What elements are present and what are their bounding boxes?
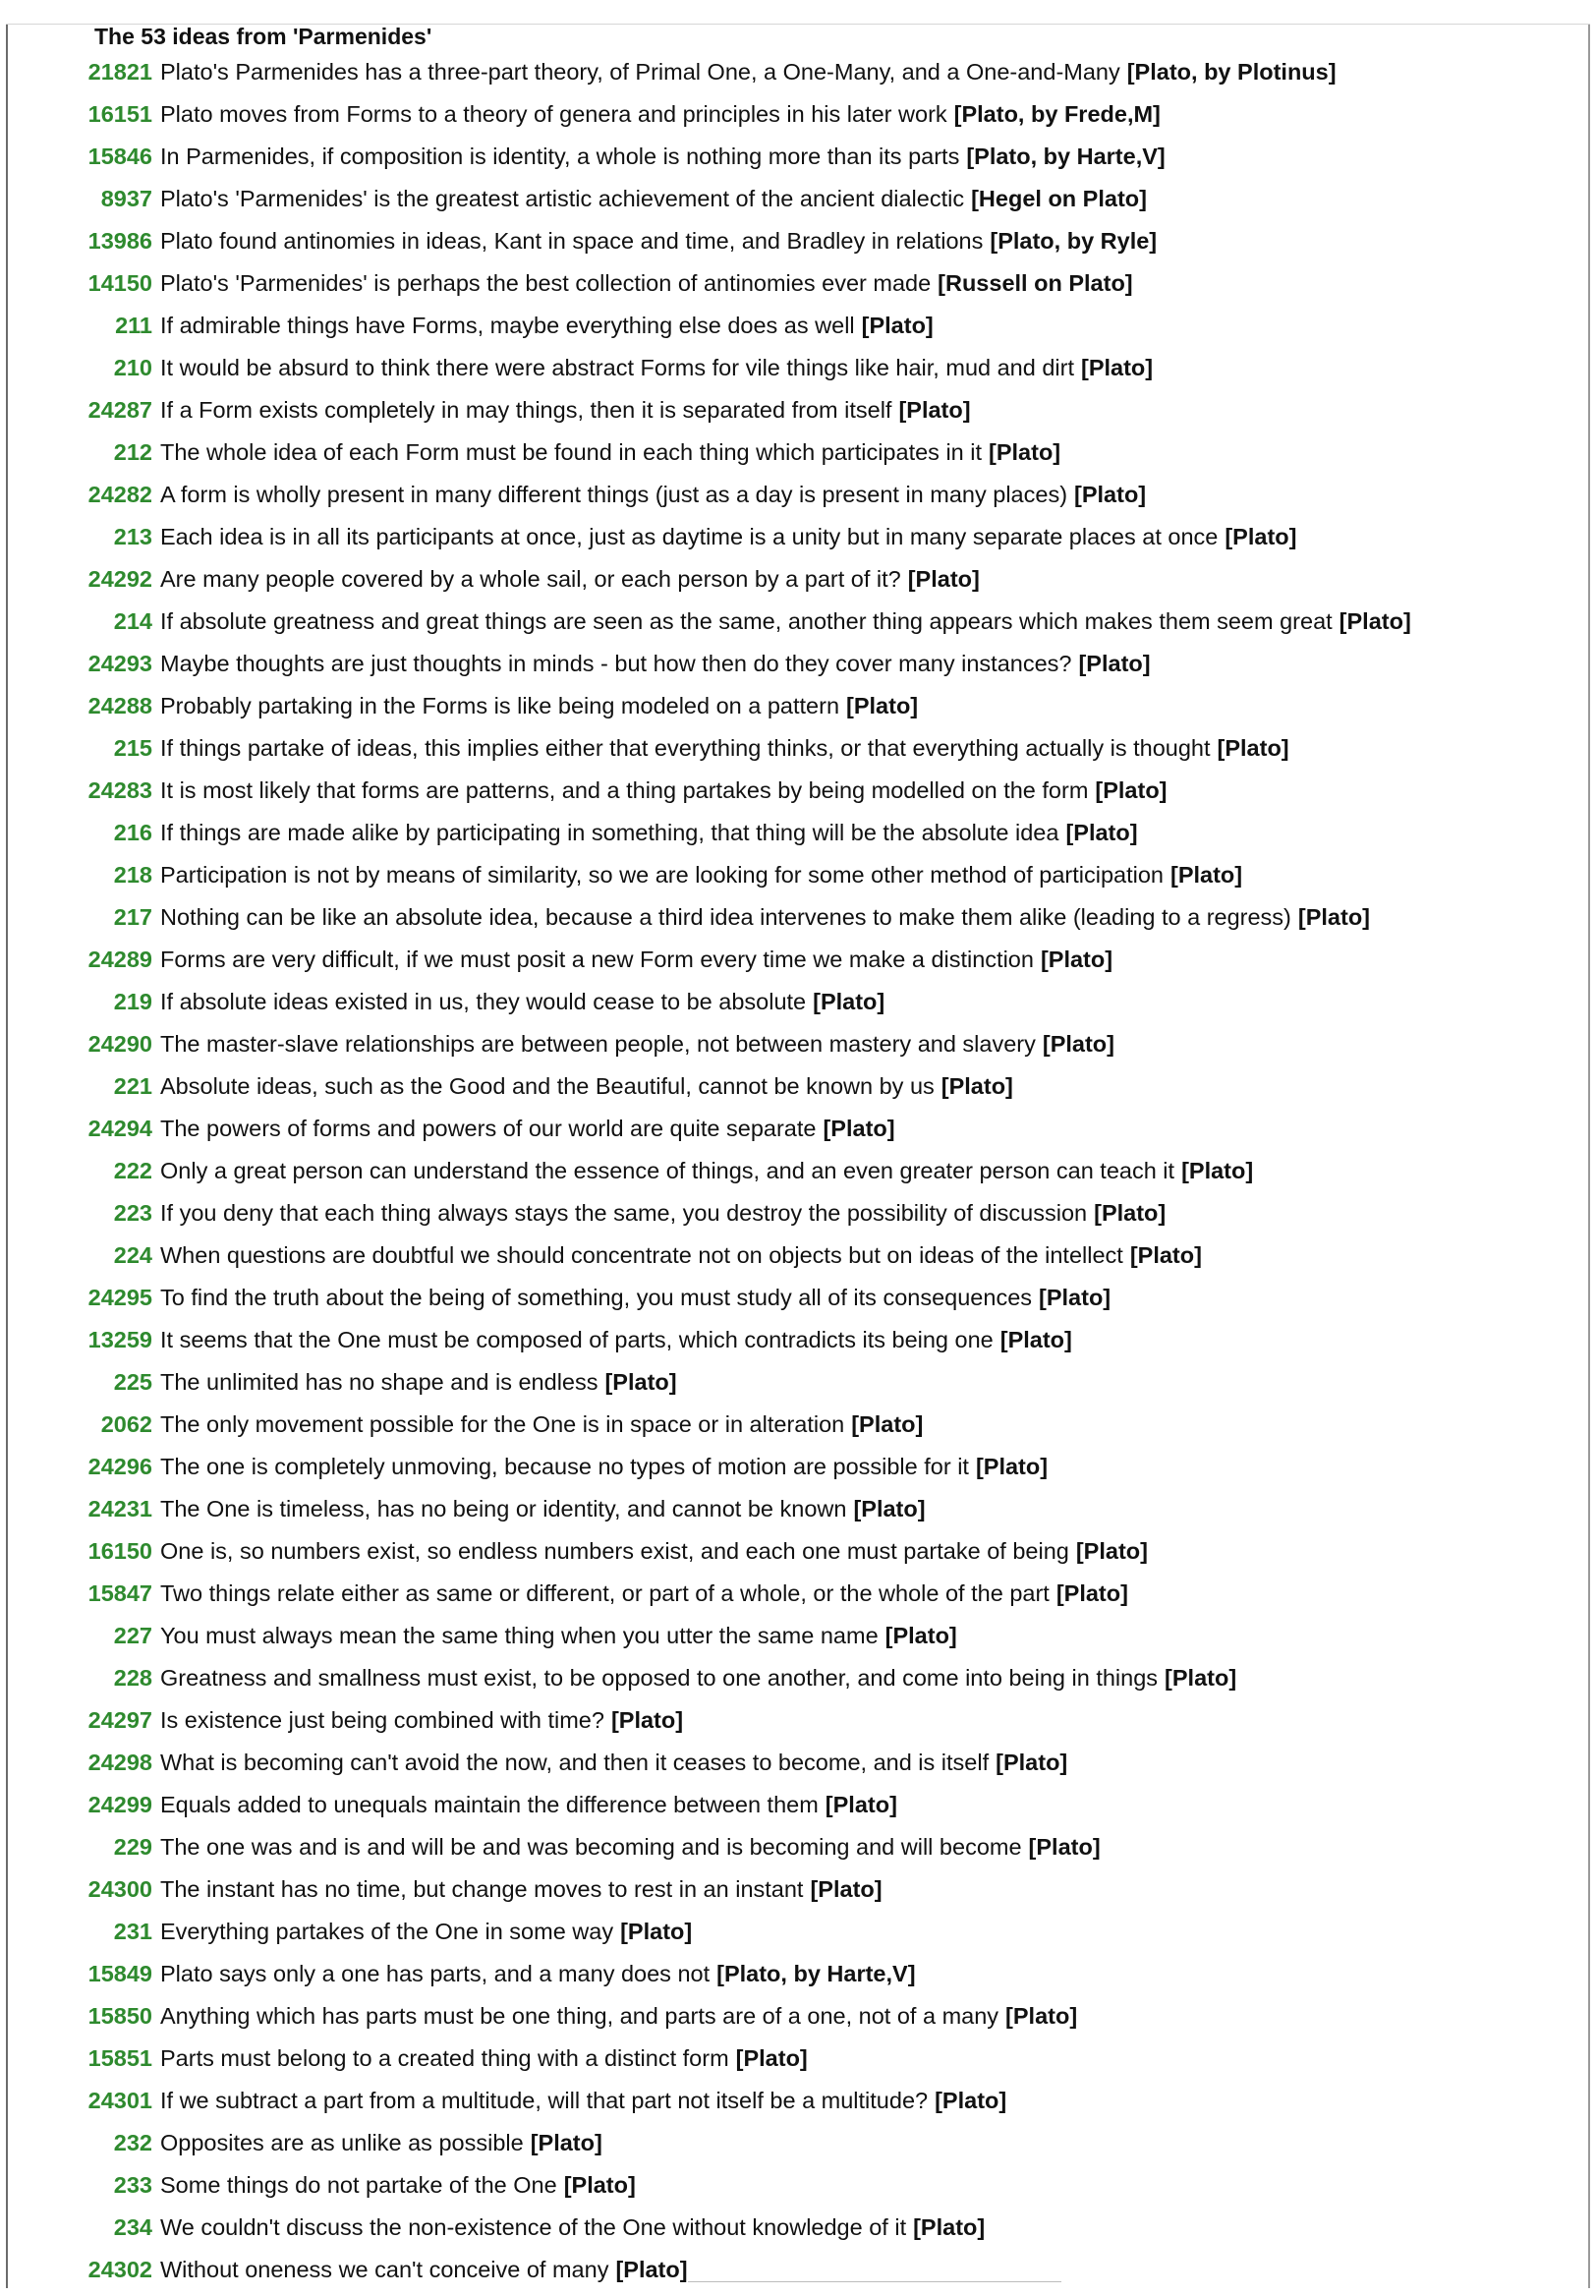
idea-row — [0, 901, 1584, 944]
idea-text: Anything which has parts must be one thing, and parts are of a one, not of a many — [160, 2003, 999, 2029]
idea-text: Everything partakes of the One in some way — [160, 1919, 614, 1944]
idea-text: A form is wholly present in many different things (just as a day is present in many places) — [160, 482, 1068, 507]
idea-id-link[interactable]: 24296 — [87, 1454, 152, 1479]
idea-row — [0, 563, 1584, 605]
idea-row — [0, 98, 1584, 141]
idea-text: Absolute ideas, such as the Good and the Beautiful, cannot be known by us — [160, 1073, 935, 1099]
idea-id-link[interactable]: 14150 — [87, 270, 152, 296]
idea-source: [Plato] — [975, 1454, 1049, 1479]
idea-source: [Russell on Plato] — [938, 270, 1133, 296]
idea-id-link[interactable]: 214 — [113, 608, 152, 634]
idea-id-link[interactable]: 229 — [113, 1834, 152, 1860]
idea-text: Plato moves from Forms to a theory of genera and principles in his later work — [160, 101, 947, 127]
idea-text: The master-slave relationships are between people, not between mastery and slavery — [160, 1031, 1036, 1057]
idea-row — [0, 944, 1584, 986]
idea-source: [Plato] — [1094, 1200, 1167, 1226]
idea-source: [Plato] — [1005, 2003, 1078, 2029]
idea-row — [0, 56, 1584, 98]
idea-id-link[interactable]: 234 — [113, 2214, 152, 2240]
idea-row — [0, 394, 1584, 436]
idea-text: Only a great person can understand the essence of things, and an even greater person can teach it — [160, 1158, 1175, 1183]
idea-id-link[interactable]: 24288 — [87, 693, 152, 718]
idea-text: The one was and is and will be and was becoming and is becoming and will become — [160, 1834, 1022, 1860]
idea-text: Parts must belong to a created thing with a distinct form — [160, 2045, 729, 2071]
idea-source: [Plato] — [735, 2045, 808, 2071]
idea-text: If absolute greatness and great things are seen as the same, another thing appears which makes them seem great — [160, 608, 1333, 634]
idea-row — [0, 605, 1584, 648]
idea-source: [Plato] — [1074, 482, 1147, 507]
idea-id-link[interactable]: 211 — [115, 313, 152, 338]
idea-source: [Plato] — [1039, 1285, 1112, 1310]
idea-source: [Plato] — [996, 1750, 1068, 1775]
idea-text: When questions are doubtful we should concentrate not on objects but on ideas of the intellect — [160, 1242, 1123, 1268]
idea-row — [0, 310, 1584, 352]
idea-row — [0, 2085, 1584, 2127]
idea-source: [Hegel on Plato] — [971, 186, 1147, 211]
idea-id-link[interactable]: 24293 — [87, 651, 152, 676]
idea-text: It would be absurd to think there were abstract Forms for vile things like hair, mud and dirt — [160, 355, 1074, 380]
idea-text: You must always mean the same thing when you utter the same name — [160, 1623, 879, 1648]
idea-list — [0, 56, 1584, 2296]
idea-row — [0, 1578, 1584, 1620]
idea-text: The only movement possible for the One is in space or in alteration — [160, 1411, 845, 1437]
idea-source: [Plato] — [853, 1496, 926, 1521]
idea-row — [0, 352, 1584, 394]
idea-text: The unlimited has no shape and is endless — [160, 1369, 598, 1395]
idea-text: Forms are very difficult, if we must posit a new Form every time we make a distinction — [160, 947, 1034, 972]
idea-source: [Plato] — [1042, 1031, 1114, 1057]
idea-source: [Plato] — [813, 989, 885, 1014]
idea-source: [Plato] — [1217, 735, 1289, 761]
idea-source: [Plato] — [1297, 904, 1370, 930]
idea-text: We couldn't discuss the non-existence of the One without knowledge of it — [160, 2214, 907, 2240]
idea-row — [0, 1239, 1584, 1282]
idea-row — [0, 1620, 1584, 1662]
idea-text: The One is timeless, has no being or identity, and cannot be known — [160, 1496, 847, 1521]
idea-source: [Plato] — [1181, 1158, 1254, 1183]
idea-text: Plato's 'Parmenides' is the greatest artistic achievement of the ancient dialectic — [160, 186, 965, 211]
idea-id-link[interactable]: 2062 — [100, 1411, 152, 1437]
idea-id-link[interactable]: 227 — [113, 1623, 152, 1648]
idea-source: [Plato] — [913, 2214, 986, 2240]
idea-id-link[interactable]: 233 — [113, 2172, 152, 2198]
idea-row — [0, 2169, 1584, 2211]
idea-text: Opposites are as unlike as possible — [160, 2130, 524, 2155]
idea-source: [Plato] — [1129, 1242, 1202, 1268]
idea-row — [0, 1070, 1584, 1113]
idea-row — [0, 1282, 1584, 1324]
idea-source: [Plato, by Ryle] — [990, 228, 1158, 254]
idea-source: [Plato, by Frede,M] — [953, 101, 1161, 127]
idea-row — [0, 1916, 1584, 1958]
idea-row — [0, 2127, 1584, 2169]
idea-row — [0, 479, 1584, 521]
idea-row — [0, 1493, 1584, 1535]
idea-source: [Plato] — [530, 2130, 602, 2155]
idea-source: [Plato] — [1095, 777, 1168, 803]
idea-text: Maybe thoughts are just thoughts in minds - but how then do they cover many instances? — [160, 651, 1072, 676]
idea-source: [Plato] — [825, 1792, 897, 1817]
idea-row — [0, 2042, 1584, 2085]
idea-id-link[interactable]: 21821 — [87, 59, 152, 85]
idea-text: If admirable things have Forms, maybe everything else does as well — [160, 313, 855, 338]
idea-text: If absolute ideas existed in us, they would cease to be absolute — [160, 989, 807, 1014]
idea-id-link[interactable]: 213 — [113, 524, 152, 549]
idea-text: If a Form exists completely in may things, then it is separated from itself — [160, 397, 892, 423]
idea-text: It is most likely that forms are patterns, and a thing partakes by being modelled on the form — [160, 777, 1089, 803]
idea-row — [0, 1747, 1584, 1789]
idea-text: One is, so numbers exist, so endless numbers exist, and each one must partake of being — [160, 1538, 1069, 1564]
idea-id-link[interactable]: 222 — [113, 1158, 152, 1183]
idea-text: Greatness and smallness must exist, to be opposed to one another, and come into being in things — [160, 1665, 1159, 1691]
idea-text: If you deny that each thing always stays the same, you destroy the possibility of discussion — [160, 1200, 1088, 1226]
idea-source: [Plato] — [907, 566, 980, 592]
idea-row — [0, 859, 1584, 901]
idea-text: The one is completely unmoving, because no types of motion are possible for it — [160, 1454, 969, 1479]
idea-id-link[interactable]: 221 — [113, 1073, 152, 1099]
idea-text: In Parmenides, if composition is identity, a whole is nothing more than its parts — [160, 144, 960, 169]
idea-id-link[interactable]: 16151 — [87, 101, 152, 127]
idea-id-link[interactable]: 232 — [113, 2130, 152, 2155]
idea-row — [0, 1113, 1584, 1155]
idea-source: [Plato] — [846, 693, 919, 718]
page-title: The 53 ideas from 'Parmenides' — [94, 24, 432, 49]
idea-row — [0, 1451, 1584, 1493]
idea-source: [Plato] — [999, 1327, 1072, 1352]
idea-text: Are many people covered by a whole sail, or each person by a part of it? — [160, 566, 901, 592]
idea-source: [Plato] — [1170, 862, 1243, 888]
idea-id-link[interactable]: 24300 — [87, 1876, 152, 1902]
idea-id-link[interactable]: 24283 — [87, 777, 152, 803]
idea-id-link[interactable]: 24298 — [87, 1750, 152, 1775]
idea-row — [0, 690, 1584, 732]
idea-text: If things partake of ideas, this implies either that everything thinks, or that everything actually is thought — [160, 735, 1211, 761]
idea-id-link[interactable]: 223 — [113, 1200, 152, 1226]
idea-row — [0, 225, 1584, 267]
idea-row — [0, 986, 1584, 1028]
idea-row — [0, 2254, 1584, 2296]
idea-row — [0, 1662, 1584, 1704]
idea-source: [Plato] — [1081, 355, 1154, 380]
idea-row — [0, 775, 1584, 817]
idea-id-link[interactable]: 15847 — [87, 1580, 152, 1606]
idea-id-link[interactable]: 24302 — [87, 2257, 152, 2282]
idea-row — [0, 267, 1584, 310]
idea-row — [0, 1408, 1584, 1451]
idea-row — [0, 2211, 1584, 2254]
idea-source: [Plato] — [620, 1919, 693, 1944]
idea-id-link[interactable]: 24294 — [87, 1116, 152, 1141]
idea-row — [0, 436, 1584, 479]
idea-id-link[interactable]: 15851 — [87, 2045, 152, 2071]
idea-id-link[interactable]: 24282 — [87, 482, 152, 507]
idea-id-link[interactable]: 15846 — [87, 144, 152, 169]
idea-row — [0, 141, 1584, 183]
idea-text: Equals added to unequals maintain the difference between them — [160, 1792, 819, 1817]
idea-source: [Plato] — [563, 2172, 636, 2198]
idea-text: It seems that the One must be composed of parts, which contradicts its being one — [160, 1327, 994, 1352]
idea-row — [0, 1831, 1584, 1873]
idea-text: Plato's Parmenides has a three-part theory, of Primal One, a One-Many, and a One-and-Many — [160, 59, 1120, 85]
idea-row — [0, 1197, 1584, 1239]
idea-id-link[interactable]: 231 — [113, 1919, 152, 1944]
idea-source: [Plato] — [604, 1369, 677, 1395]
idea-source: [Plato, by Plotinus] — [1126, 59, 1337, 85]
idea-id-link[interactable]: 15850 — [87, 2003, 152, 2029]
idea-source: [Plato, by Harte,V] — [716, 1961, 916, 1986]
idea-row — [0, 1028, 1584, 1070]
idea-text: The whole idea of each Form must be found in each thing which participates in it — [160, 439, 983, 465]
idea-id-link[interactable]: 219 — [113, 989, 152, 1014]
idea-text: Plato's 'Parmenides' is perhaps the best collection of antinomies ever made — [160, 270, 932, 296]
idea-source: [Plato] — [940, 1073, 1013, 1099]
idea-id-link[interactable]: 8937 — [100, 186, 152, 211]
idea-source: [Plato] — [615, 2257, 688, 2282]
idea-text: Is existence just being combined with time? — [160, 1707, 604, 1733]
idea-row — [0, 1873, 1584, 1916]
idea-id-link[interactable]: 225 — [113, 1369, 152, 1395]
idea-row — [0, 521, 1584, 563]
idea-text: Some things do not partake of the One — [160, 2172, 557, 2198]
idea-source: [Plato] — [823, 1116, 895, 1141]
idea-text: The powers of forms and powers of our world are quite separate — [160, 1116, 817, 1141]
idea-id-link[interactable]: 24289 — [87, 947, 152, 972]
idea-row — [0, 1789, 1584, 1831]
idea-row — [0, 1535, 1584, 1578]
idea-text: What is becoming can't avoid the now, and then it ceases to become, and is itself — [160, 1750, 990, 1775]
idea-source: [Plato] — [1040, 947, 1113, 972]
idea-source: [Plato] — [861, 313, 934, 338]
idea-id-link[interactable]: 24287 — [87, 397, 152, 423]
idea-id-link[interactable]: 24292 — [87, 566, 152, 592]
idea-source: [Plato] — [884, 1623, 957, 1648]
idea-source: [Plato] — [810, 1876, 883, 1902]
idea-text: Probably partaking in the Forms is like being modeled on a pattern — [160, 693, 840, 718]
idea-row — [0, 1324, 1584, 1366]
idea-id-link[interactable]: 24297 — [87, 1707, 152, 1733]
idea-source: [Plato] — [989, 439, 1061, 465]
idea-id-link[interactable]: 210 — [113, 355, 152, 380]
idea-row — [0, 732, 1584, 775]
idea-id-link[interactable]: 216 — [113, 820, 152, 845]
idea-id-link[interactable]: 24295 — [87, 1285, 152, 1310]
idea-row — [0, 1704, 1584, 1747]
idea-source: [Plato] — [1078, 651, 1151, 676]
idea-text: Plato says only a one has parts, and a many does not — [160, 1961, 711, 1986]
idea-id-link[interactable]: 24231 — [87, 1496, 152, 1521]
idea-source: [Plato] — [1075, 1538, 1148, 1564]
idea-id-link[interactable]: 224 — [113, 1242, 152, 1268]
idea-id-link[interactable]: 215 — [113, 735, 152, 761]
idea-source: [Plato] — [1165, 1665, 1237, 1691]
idea-id-link[interactable]: 13986 — [87, 228, 152, 254]
idea-text: If things are made alike by participating in something, that thing will be the absolute idea — [160, 820, 1059, 845]
idea-row — [0, 648, 1584, 690]
idea-source: [Plato] — [1028, 1834, 1101, 1860]
idea-text: The instant has no time, but change moves to rest in an instant — [160, 1876, 804, 1902]
idea-row — [0, 1958, 1584, 2000]
idea-source: [Plato] — [851, 1411, 924, 1437]
idea-row — [0, 2000, 1584, 2042]
idea-text: Each idea is in all its participants at once, just as daytime is a unity but in many separate places at once — [160, 524, 1219, 549]
idea-id-link[interactable]: 218 — [113, 862, 152, 888]
idea-id-link[interactable]: 212 — [113, 439, 152, 465]
idea-id-link[interactable]: 24299 — [87, 1792, 152, 1817]
idea-source: [Plato, by Harte,V] — [966, 144, 1166, 169]
idea-id-link[interactable]: 228 — [113, 1665, 152, 1691]
idea-source: [Plato] — [935, 2088, 1007, 2113]
idea-text: Participation is not by means of similarity, so we are looking for some other method of participation — [160, 862, 1164, 888]
idea-id-link[interactable]: 13259 — [87, 1327, 152, 1352]
idea-source: [Plato] — [610, 1707, 684, 1733]
idea-row — [0, 817, 1584, 859]
idea-text: Plato found antinomies in ideas, Kant in space and time, and Bradley in relations — [160, 228, 984, 254]
idea-text: Without oneness we can't conceive of many — [160, 2257, 609, 2282]
idea-row — [0, 1366, 1584, 1408]
idea-source: [Plato] — [1339, 608, 1411, 634]
idea-id-link[interactable]: 15849 — [87, 1961, 152, 1986]
idea-text: If we subtract a part from a multitude, will that part not itself be a multitude? — [160, 2088, 929, 2113]
idea-text: To find the truth about the being of something, you must study all of its consequences — [160, 1285, 1033, 1310]
idea-source: [Plato] — [1055, 1580, 1128, 1606]
idea-text: Two things relate either as same or different, or part of a whole, or the whole of the part — [160, 1580, 1050, 1606]
idea-id-link[interactable]: 16150 — [87, 1538, 152, 1564]
idea-source: [Plato] — [898, 397, 971, 423]
idea-text: Nothing can be like an absolute idea, because a third idea intervenes to make them alike (leading to a regress) — [160, 904, 1291, 930]
idea-source: [Plato] — [1065, 820, 1138, 845]
page-right-border — [1588, 24, 1590, 2288]
idea-id-link[interactable]: 24301 — [87, 2088, 152, 2113]
idea-id-link[interactable]: 24290 — [87, 1031, 152, 1057]
idea-source: [Plato] — [1225, 524, 1297, 549]
idea-row — [0, 1155, 1584, 1197]
idea-row — [0, 183, 1584, 225]
idea-id-link[interactable]: 217 — [113, 904, 152, 930]
